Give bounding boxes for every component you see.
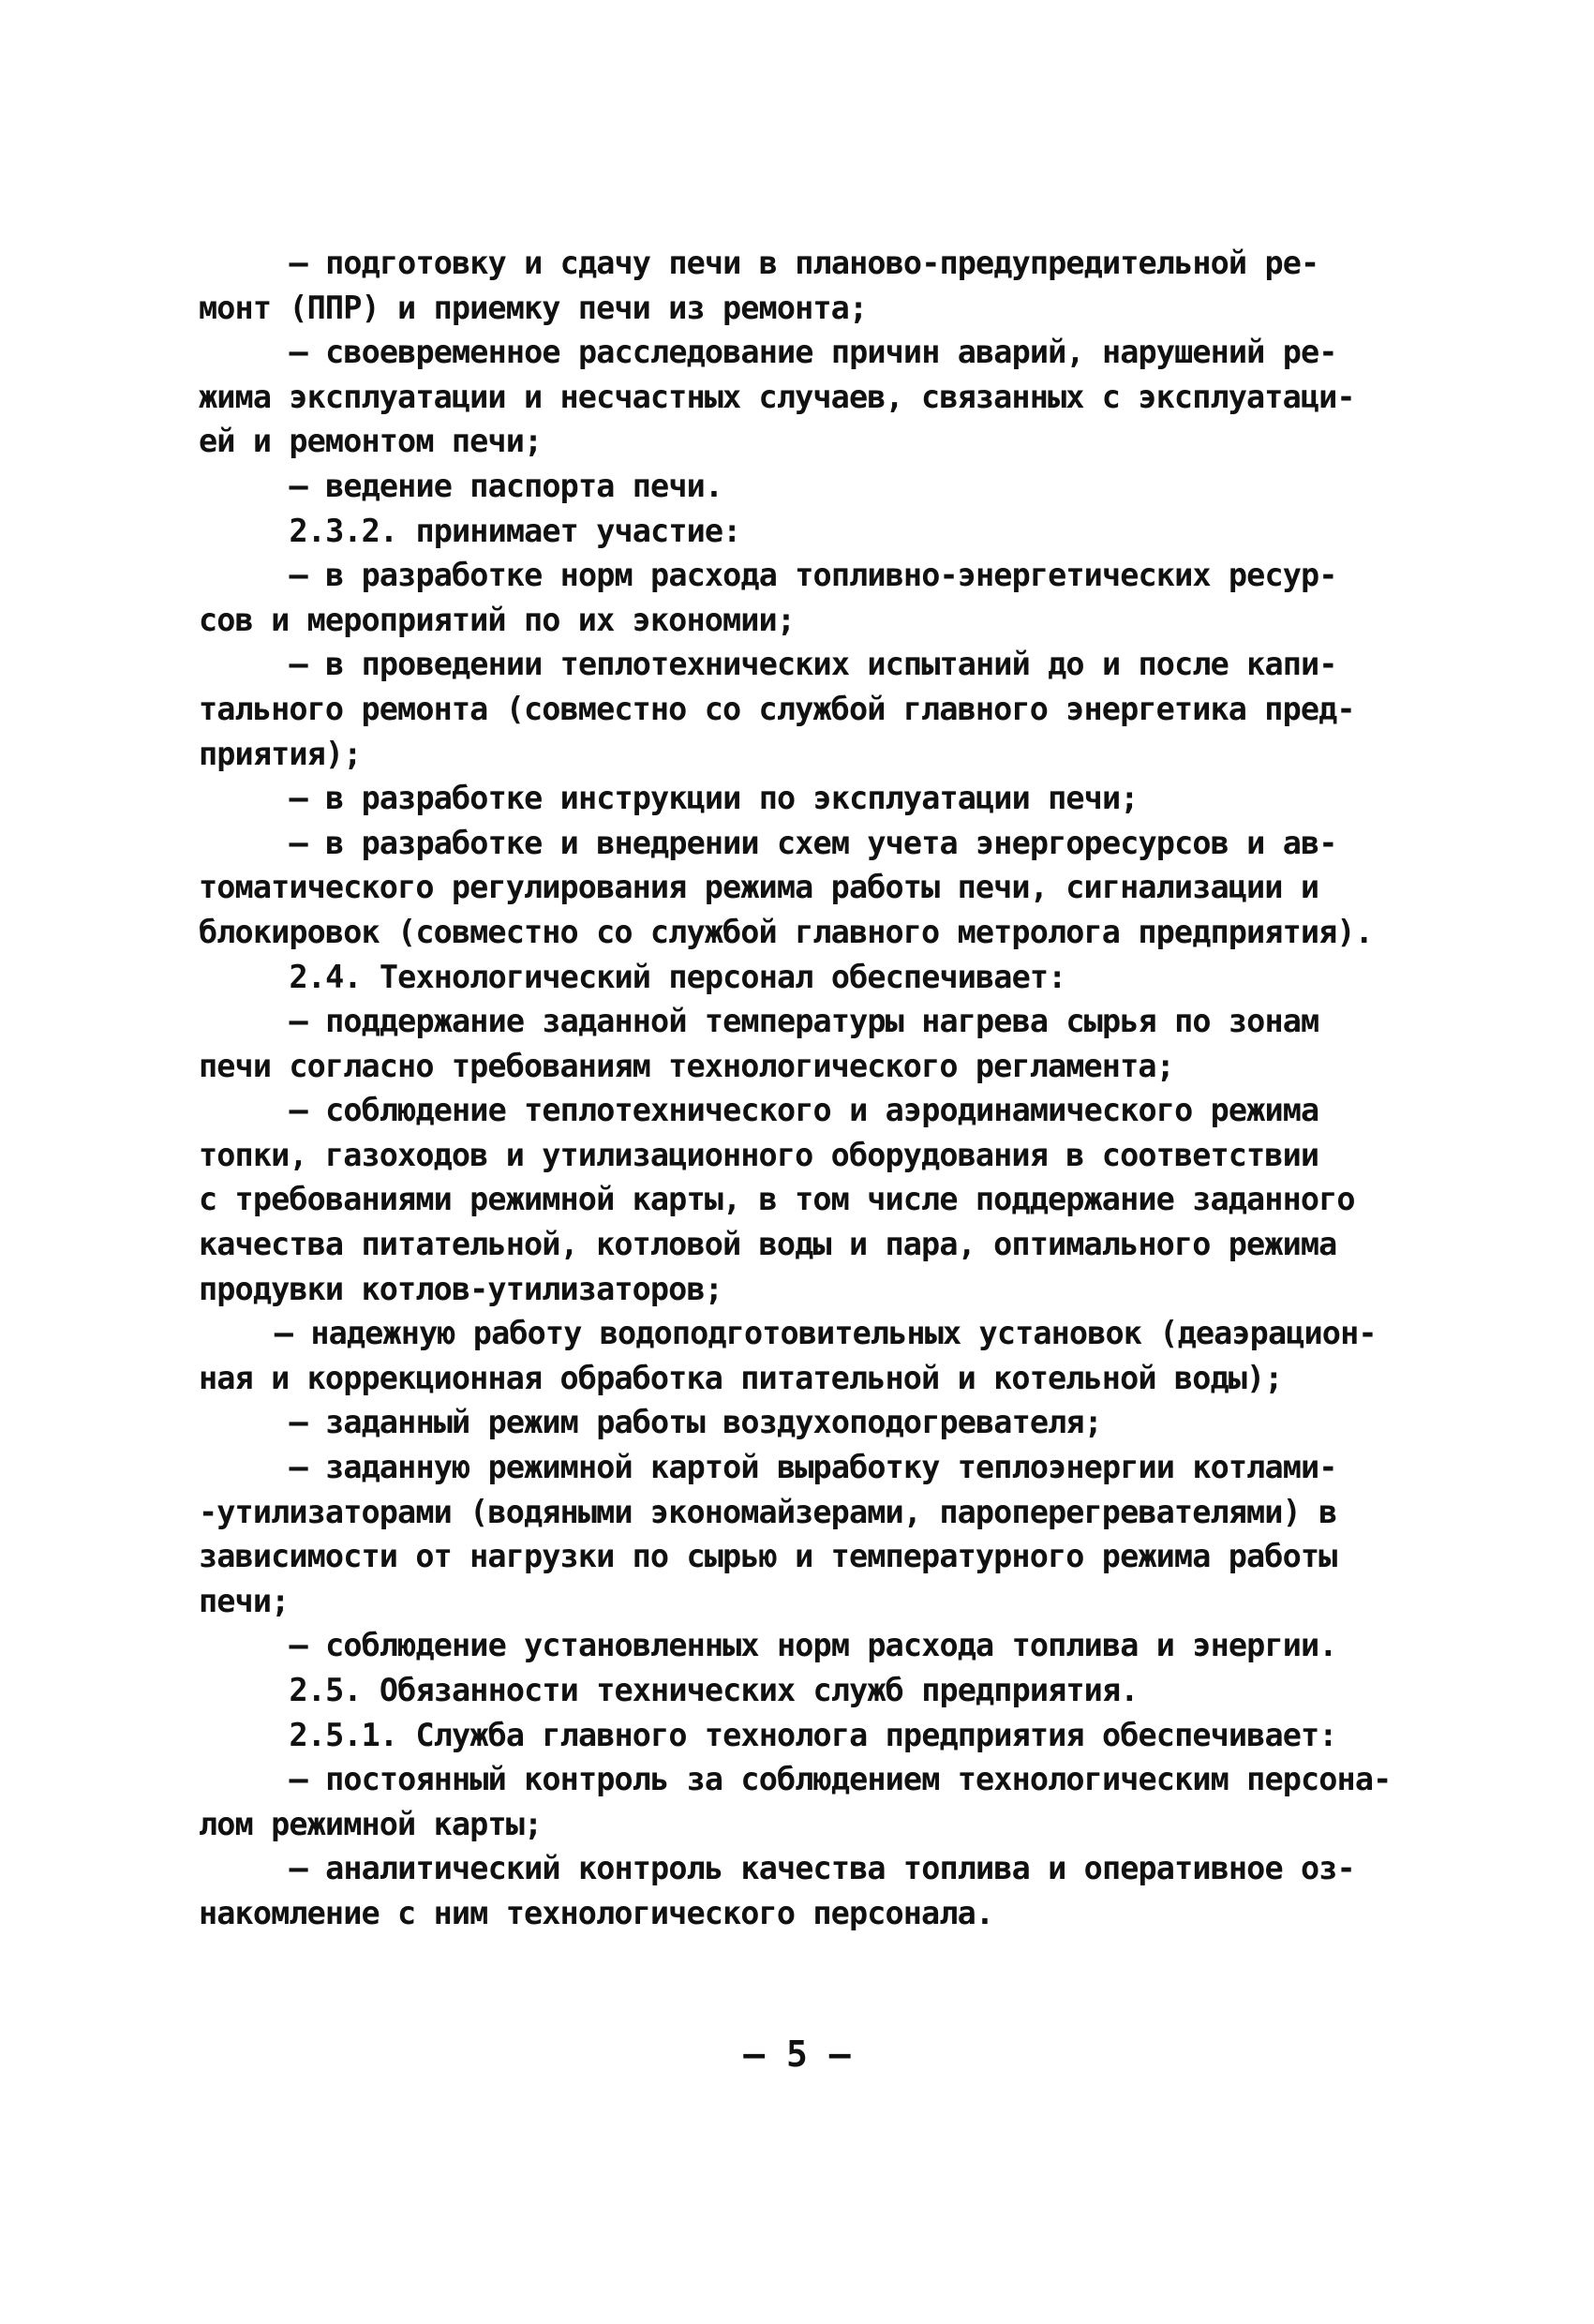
text-line-36: лом режимной карты; (199, 1805, 543, 1843)
text-line-2: монт (ППР) и приемку печи из ремонта; (199, 289, 868, 327)
section-2-4-heading: 2.4. Технологический персонал обеспечивает: (289, 958, 1066, 996)
section-2-5-heading: 2.5. Обязанности технических служб предприятия. (289, 1672, 1139, 1709)
text-line-21: топки, газоходов и утилизационного оборудования в соответствии (199, 1136, 1319, 1174)
text-line-14: – в разработке и внедрении схем учета энергоресурсов и ав- (289, 824, 1337, 862)
text-line-16: блокировок (совместно со службой главного метролога предприятия). (199, 913, 1373, 951)
document-body (199, 242, 1408, 1937)
text-line-29: -утилизаторами (водяными экономайзерами, пароперегревателями) в (199, 1493, 1337, 1531)
text-line-11: тального ремонта (совместно со службой главного энергетика пред- (199, 690, 1355, 728)
section-2-5-1-heading: 2.5.1. Служба главного технолога предприятия обеспечивает: (289, 1716, 1337, 1754)
text-line-26: ная и коррекционная обработка питательной и котельной воды); (199, 1359, 1283, 1397)
text-line-18: – поддержание заданной температуры нагрева сырья по зонам (289, 1003, 1319, 1041)
text-line-5: ей и ремонтом печи; (199, 423, 543, 461)
text-line-31: печи; (199, 1582, 290, 1620)
section-2-3-2-heading: 2.3.2. принимает участие: (289, 512, 741, 550)
text-line-25: – надежную работу водоподготовительных установок (деаэрацион- (274, 1315, 1377, 1353)
text-line-3: – своевременное расследование причин аварий, нарушений ре- (289, 334, 1337, 372)
text-line-12: приятия); (199, 735, 362, 773)
text-line-10: – в проведении теплотехнических испытаний до и после капи- (289, 646, 1337, 684)
text-line-28: – заданную режимной картой выработку теплоэнергии котлами- (289, 1449, 1337, 1487)
text-line-35: – постоянный контроль за соблюдением технологическим персона- (289, 1761, 1392, 1799)
text-line-37: – аналитический контроль качества топлива и оперативное оз- (289, 1850, 1355, 1888)
text-line-20: – соблюдение теплотехнического и аэродинамического режима (289, 1092, 1319, 1130)
text-line-38: накомление с ним технологического персонала. (199, 1894, 994, 1932)
text-line-13: – в разработке инструкции по эксплуатации печи; (289, 780, 1139, 818)
text-line-9: сов и мероприятий по их экономии; (199, 601, 796, 639)
text-line-19: печи согласно требованиям технологического регламента; (199, 1047, 1174, 1085)
text-line-23: качества питательной, котловой воды и пара, оптимального режима (199, 1226, 1337, 1264)
text-line-27: – заданный режим работы воздухоподогревателя; (289, 1404, 1102, 1442)
text-line-30: зависимости от нагрузки по сырью и температурного режима работы (199, 1538, 1337, 1576)
text-line-4: жима эксплуатации и несчастных случаев, связанных с эксплуатаци- (199, 378, 1355, 416)
text-line-6: – ведение паспорта печи. (289, 467, 723, 505)
text-line-15: томатического регулирования режима работы печи, сигнализации и (199, 869, 1319, 907)
text-line-8: – в разработке норм расхода топливно-энергетических ресур- (289, 557, 1337, 595)
text-line-1: – подготовку и сдачу печи в планово-предупредительной ре- (289, 245, 1319, 282)
text-line-22: с требованиями режимной карты, в том числе поддержание заданного (199, 1181, 1355, 1219)
text-line-32: – соблюдение установленных норм расхода топлива и энергии. (289, 1627, 1337, 1665)
page-number: – 5 – (743, 2034, 851, 2075)
text-line-24: продувки котлов-утилизаторов; (199, 1270, 723, 1308)
